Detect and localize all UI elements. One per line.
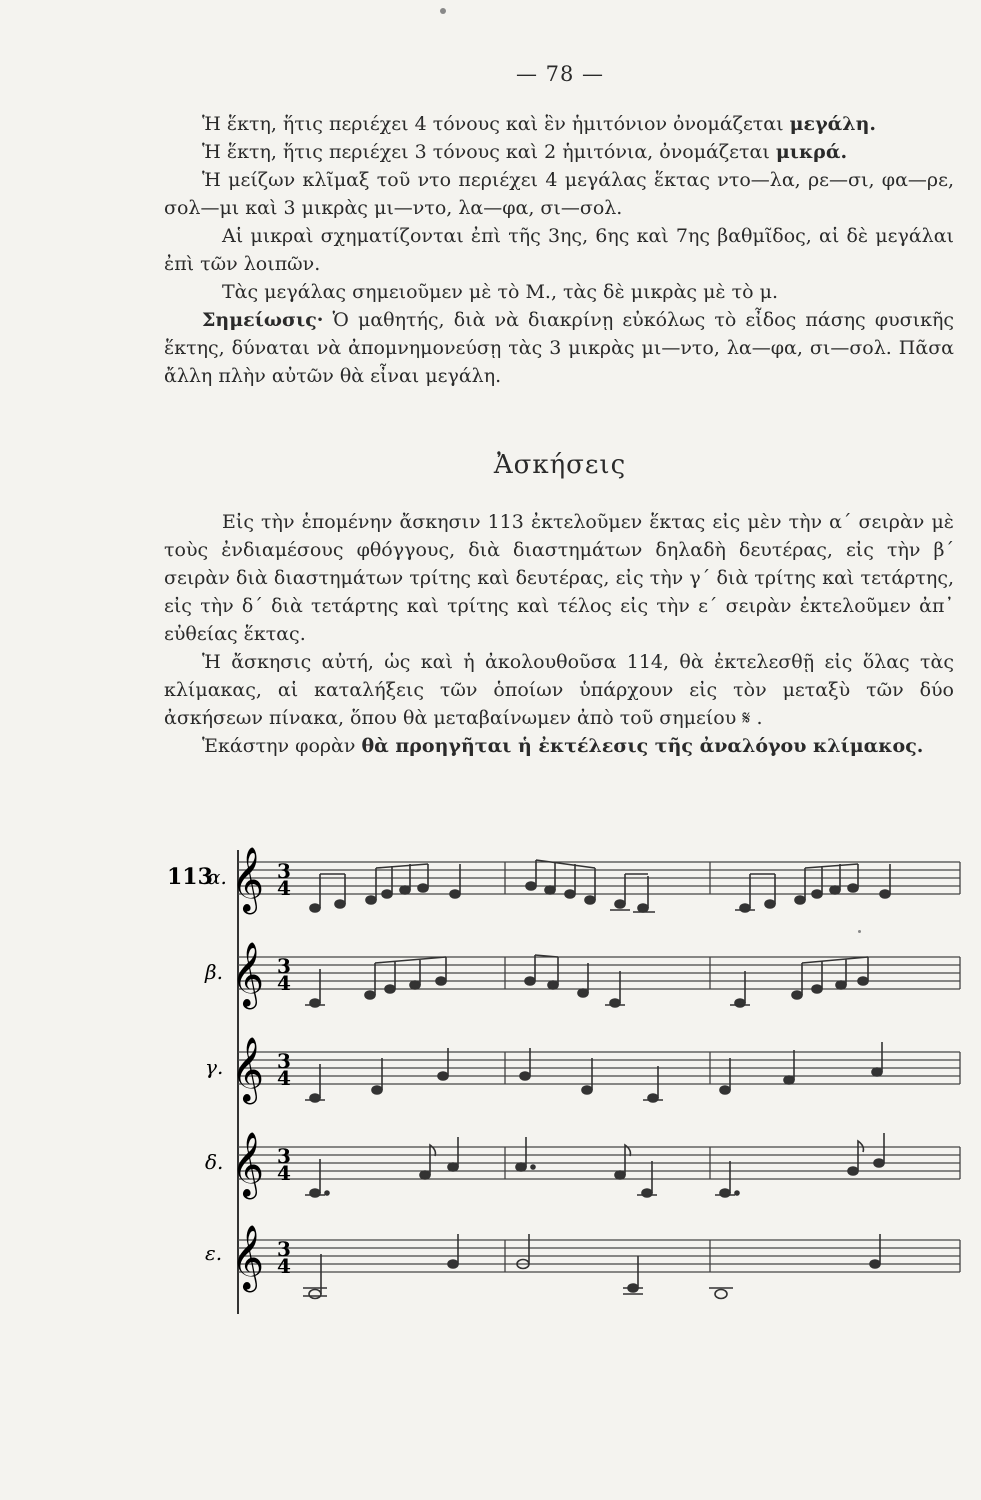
note-label: Σημείωσις· xyxy=(202,309,324,331)
time-signature-bottom: 4 xyxy=(277,876,291,900)
paragraph: Ἑκάστην φορὰν θὰ προηγῆται ἡ ἐκτέλεσις τῆς ἀναλόγου κλίμακος. xyxy=(202,735,924,757)
svg-text:4: 4 xyxy=(277,1066,291,1090)
treble-clef-icon: 𝄞 xyxy=(231,847,265,912)
print-speck xyxy=(440,8,446,14)
paragraph: Τὰς μεγάλας σημειοῦμεν μὲ τὸ Μ., τὰς δὲ μικρὰς μὲ τὸ μ. xyxy=(222,281,779,303)
staff-delta xyxy=(231,1132,960,1199)
svg-text:3: 3 xyxy=(277,954,291,978)
row-label: γ. xyxy=(205,1055,224,1079)
staff-gamma xyxy=(231,1037,960,1104)
treble-clef-icon: 𝄞 xyxy=(231,1225,265,1290)
svg-text:3: 3 xyxy=(277,1049,291,1073)
staff-epsilon xyxy=(231,1225,960,1299)
body-text-top xyxy=(164,110,954,390)
paragraph: Ἡ μείζων κλῖμαξ τοῦ ντο περιέχει 4 μεγάλας ἕκτας ντο—λα, ρε—σι, φα—ρε, σολ—μι καὶ 3 μικρὰς μι—ντο, λα—φα, σι—σολ. xyxy=(164,169,954,219)
paragraph: Ἡ ἕκτη, ἥτις περιέχει 4 τόνους καὶ ἓν ἡμιτόνιον ὀνομάζεται μεγάλη. xyxy=(202,113,876,135)
time-signature-top: 3 xyxy=(277,859,291,883)
svg-text:4: 4 xyxy=(277,1161,291,1185)
paragraph: Αἱ μικραὶ σχηματίζονται ἐπὶ τῆς 3ης, 6ης καὶ 7ης βαθμῖδος, αἱ δὲ μεγάλαι ἐπὶ τῶν λοιπῶν. xyxy=(164,225,954,275)
staff-beta xyxy=(231,942,960,1009)
exercise-number: 113 xyxy=(167,864,213,890)
print-speck xyxy=(858,930,861,933)
treble-clef-icon: 𝄞 xyxy=(231,1132,265,1197)
paragraph: Εἰς τὴν ἑπομένην ἄσκησιν 113 ἐκτελοῦμεν ἕκτας εἰς μὲν τὴν α΄ σειρὰν μὲ τοὺς ἐνδιαμέσους φθόγγους, διὰ διαστημάτων δηλαδὴ δευτέρας, εἰς τὴν β΄ σειρὰν διὰ διαστημάτων τρίτης καὶ δευτέρας, εἰς τὴν γ΄ διὰ τρίτης καὶ τετάρτης, εἰς τὴν δ΄ διὰ τετάρτης καὶ τρίτης καὶ τέλος εἰς τὴν ε΄ σειρὰν ἐκτελοῦμεν ἀπ᾽ εὐθείας ἕκτας. xyxy=(164,511,954,645)
row-label: β. xyxy=(205,960,223,984)
paragraph: Ἡ ἄσκησις αὐτή, ὡς καὶ ἡ ἀκολουθοῦσα 114, θὰ ἐκτελεσθῇ εἰς ὅλας τὰς κλίμακας, αἱ καταλήξεις τῶν ὁποίων ὑπάρχουν εἰς τὸν μεταξὺ τῶν δύο ἀσκήσεων πίνακα, ὅπου θὰ μεταβαίνωμεν ἀπὸ τοῦ σημείου 𝄋 . xyxy=(164,651,954,729)
note-paragraph: Σημείωσις· Ὁ μαθητής, διὰ νὰ διακρίνῃ εὐκόλως τὸ εἶδος πάσης φυσικῆς ἕκτης, δύναται νὰ ἀπομνημονεύσῃ τὰς 3 μικρὰς μι—ντο, λα—φα, σι—σολ. Πᾶσα ἄλλη πλὴν αὐτῶν θὰ εἶναι μεγάλη. xyxy=(164,309,954,387)
paragraph: Ἡ ἕκτη, ἥτις περιέχει 3 τόνους καὶ 2 ἡμιτόνια, ὀνομάζεται μικρά. xyxy=(202,141,848,163)
body-text-exercises xyxy=(164,508,954,760)
row-label: ε. xyxy=(205,1241,223,1265)
staff-alpha xyxy=(231,847,960,914)
music-exercise-113 xyxy=(165,842,965,1322)
treble-clef-icon: 𝄞 xyxy=(231,1037,265,1102)
svg-text:4: 4 xyxy=(277,971,291,995)
section-heading: Ἀσκήσεις xyxy=(493,450,627,480)
svg-text:3: 3 xyxy=(277,1237,291,1261)
treble-clef-icon: 𝄞 xyxy=(231,942,265,1007)
row-label: α. xyxy=(207,865,227,889)
svg-text:3: 3 xyxy=(277,1144,291,1168)
row-label: δ. xyxy=(205,1150,224,1174)
svg-text:4: 4 xyxy=(277,1254,291,1278)
page-number: — 78 — xyxy=(515,62,605,86)
